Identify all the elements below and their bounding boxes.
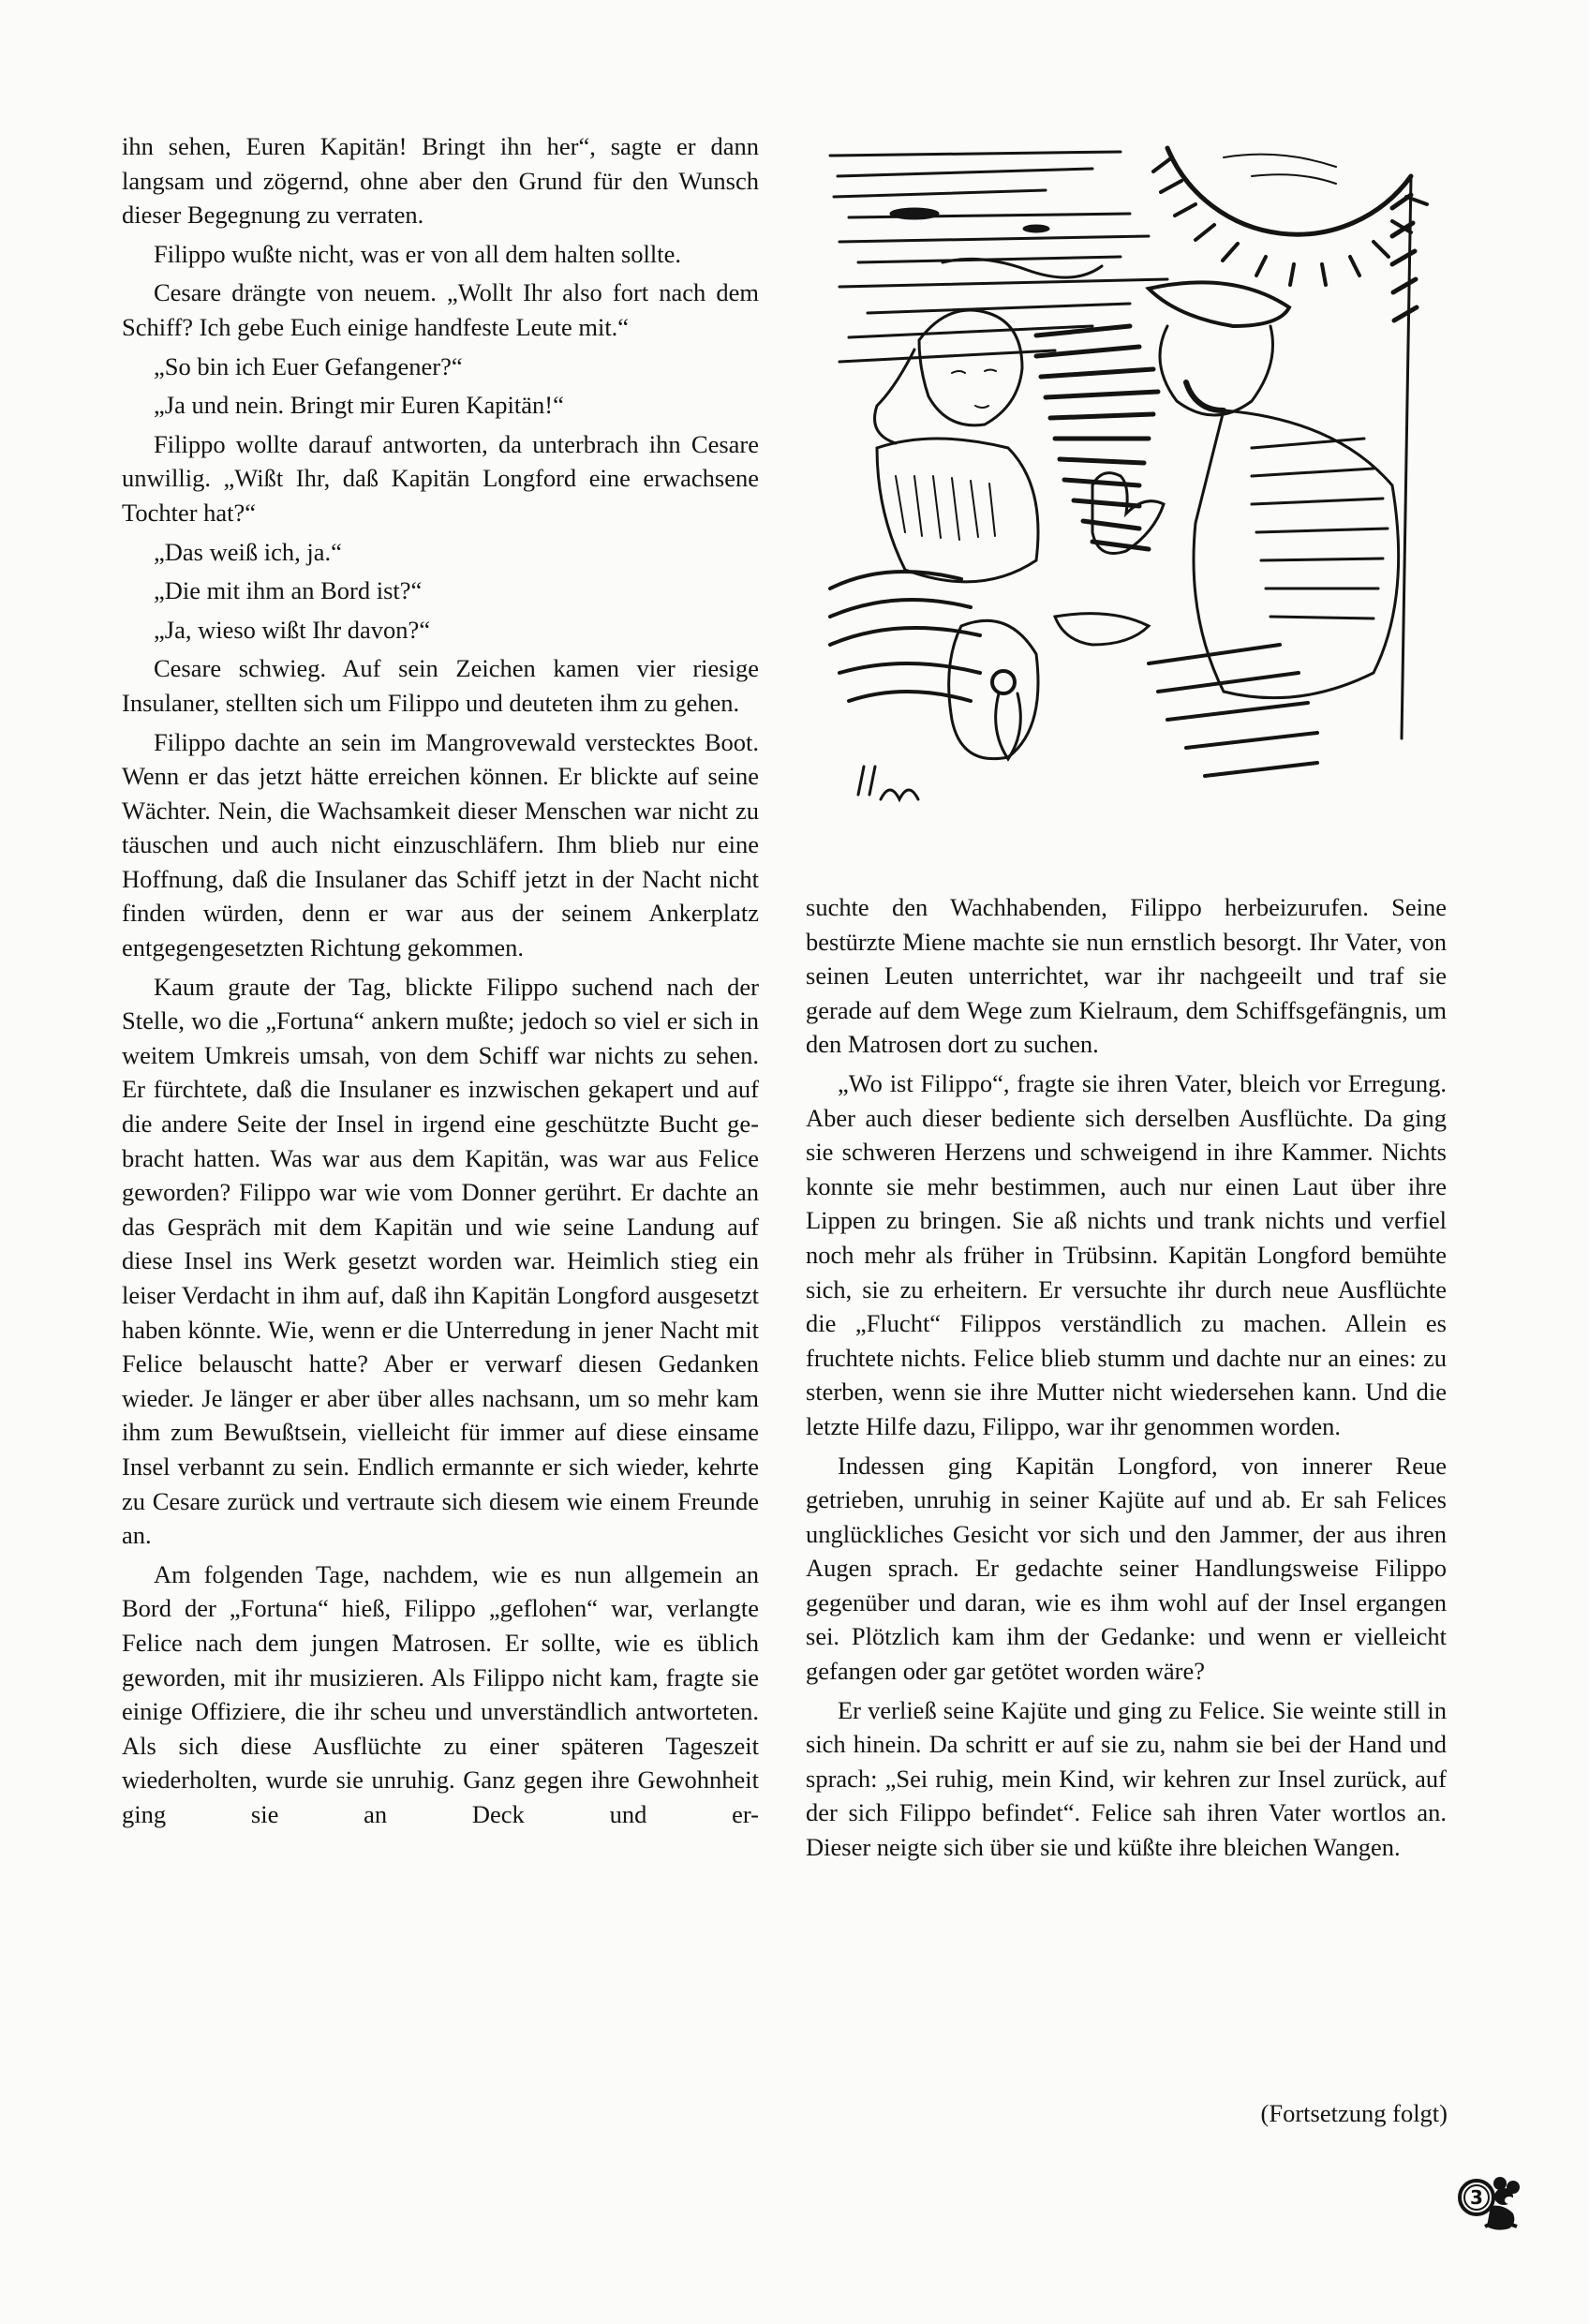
paragraph: Er verließ seine Kajüte und ging zu Felice. Sie weinte still in sich hinein. Da schritt er auf sie zu, nahm sie bei der Hand und sprach: „Sei ruhig, mein Kind, wir kehren zur Insel zurück, auf der sich Filippo befindet“. Felice sah ihren Vater wortlos an. Dieser neigte sich über sie und küßte ihre bleichen Wangen.: [806, 1695, 1447, 1862]
dialogue-line: „Das weiß ich, ja.“: [154, 537, 342, 566]
paragraph: Cesare schwieg. Auf sein Zeichen kamen vier riesige Insulaner, stellten sich um Filippo und deuteten ihm zu gehen.: [122, 654, 759, 717]
paragraph: Filippo wußte nicht, was er von all dem halten sollte.: [154, 239, 682, 268]
paragraph: „Wo ist Filippo“, fragte sie ihren Vater, bleich vor Erregung. Aber auch dieser bediente sich derselben Ausflüchte. Da ging sie schweren Herzens und schweigend in ihre Kammer. Nichts konnte sie mehr bestimmen, auch nur einen Laut über ihre Lippen zu bringen. Sie aß nichts und trank nichts und verfiel noch mehr als früher in Trübsinn. Kapitän Longford bemühte sich, sie zu erheitern. Er versuchte ihr durch neue Ausflüchte die „Flucht“ Filippos verständlich zu machen. Allein es fruchtete nichts. Felice blieb stumm und dachte nur an eines: zu sterben, wenn sie ihre Mutter nicht wiedersehen kann. Und die letzte Hilfe dazu, Filippo, war ihr genommen worden.: [806, 1068, 1447, 1440]
continued-note: (Fortsetzung folgt): [1260, 2099, 1448, 2127]
story-illustration: [811, 139, 1435, 821]
dialogue-line: „Ja, wieso wißt Ihr davon?“: [154, 615, 431, 644]
dialogue-line: „So bin ich Euer Gefangener?“: [154, 351, 463, 380]
paragraph: Cesare drängte von neuem. „Wollt Ihr also fort nach dem Schiff? Ich gebe Euch einige handfeste Leute mit.“: [122, 278, 759, 341]
paragraph: suchte den Wachhabenden, Filippo herbeizurufen. Seine bestürzte Miene machte sie nun ernstlich besorgt. Ihr Vater, von seinen Leuten unterrichtet, war ihr nachgeeilt und traf sie gerade auf dem Wege zum Kielraum, dem Schiffsgefängnis, um den Matrosen dort zu suchen.: [806, 893, 1447, 1059]
paragraph: Filippo wollte darauf antworten, da unterbrach ihn Cesare unwillig. „Wißt Ihr, daß Kapitän Longford eine erwachsene Tochter hat?“: [122, 429, 759, 527]
ink-illustration-icon: [811, 139, 1435, 821]
paragraph: Indessen ging Kapitän Longford, von innerer Reue getrieben, unruhig in seiner Kajüte auf und ab. Er sah Felices unglückliches Gesicht vor sich und den Jammer, der aus ihren Augen sprach. Er gedachte seiner Handlungsweise Filippo gegenüber und daran, wie es ihm wohl auf der Insel ergangen sei. Plötzlich kam ihm der Gedanke: und wenn er vielleicht gefangen oder gar getötet worden wäre?: [806, 1451, 1447, 1686]
paragraph: ihn sehen, Euren Kapitän! Bringt ihn her“, sagte er dann langsam und zögernd, ohne aber den Grund für den Wunsch dieser Begegnung zu verraten.: [122, 132, 759, 230]
paragraph: Kaum graute der Tag, blickte Filippo suchend nach der Stelle, wo die „Fortuna“ ankern mußte; jedoch so viel er sich in weitem Umkreis umsah, von dem Schiff war nichts zu sehen. Er fürchtete, daß die Insulaner es inzwischen gekapert und auf die andere Seite der Insel in irgend eine geschützte Bucht gebracht hatten. Was war aus dem Kapitän, was war aus Felice geworden? Filippo war wie vom Donner gerührt. Er dachte an das Gespräch mit dem Kapitän und wie seine Landung auf diese Insel ins Werk gesetzt worden war. Heimlich stieg ein leiser Verdacht in ihm auf, daß ihn Kapitän Longford ausgesetzt haben könnte. Wie, wenn er die Unterredung in jener Nacht mit Felice belauscht hatte? Aber er verwarf diesen Gedanken wieder. Je länger er aber über alles nachsann, um so mehr kam ihm zum Bewußtsein, vielleicht für immer auf diese einsame Insel verbannt zu sein. Endlich ermannte er sich wieder, kehrte zu Cesare zurück und vertraute sich diesem wie einem Freunde an.: [122, 972, 759, 1550]
dialogue-line: „Ja und nein. Bringt mir Euren Kapitän!“: [154, 391, 564, 420]
paragraph: Am folgenden Tage, nachdem, wie es nun allgemein an Bord der „Fortuna“ hieß, Filippo „geflohen“ war, verlangte Felice nach dem jungen Matrosen. Er sollte, wie es üblich geworden, mit ihr musizieren. Als Filippo nicht kam, fragte sie einige Offiziere, die ihr scheu und unverständlich antworteten. Als sich diese Ausflüchte zu einer späteren Tageszeit wiederholten, wurde sie unruhig. Ganz gegen ihre Gewohnheit ging sie an Deck und er-: [122, 1559, 759, 1828]
paragraph: Filippo dachte an sein im Mangrovewald verstecktes Boot. Wenn er das jetzt hätte erreichen können. Er blickte auf seine Wächter. Nein, die Wachsamkeit dieser Menschen war nicht zu täuschen und auch nicht einzuschläfern. Ihm blieb nur eine Hoffnung, daß die Insulaner das Schiff jetzt in der Nacht nicht finden würden, denn er war aus der seinem Ankerplatz entgegengesetzten Richtung gekommen.: [122, 727, 759, 962]
right-text-column: [806, 890, 1447, 1870]
left-text-column: [122, 129, 759, 1837]
dialogue-line: „Die mit ihm an Bord ist?“: [154, 576, 423, 605]
page-number: 3: [1470, 2186, 1483, 2209]
